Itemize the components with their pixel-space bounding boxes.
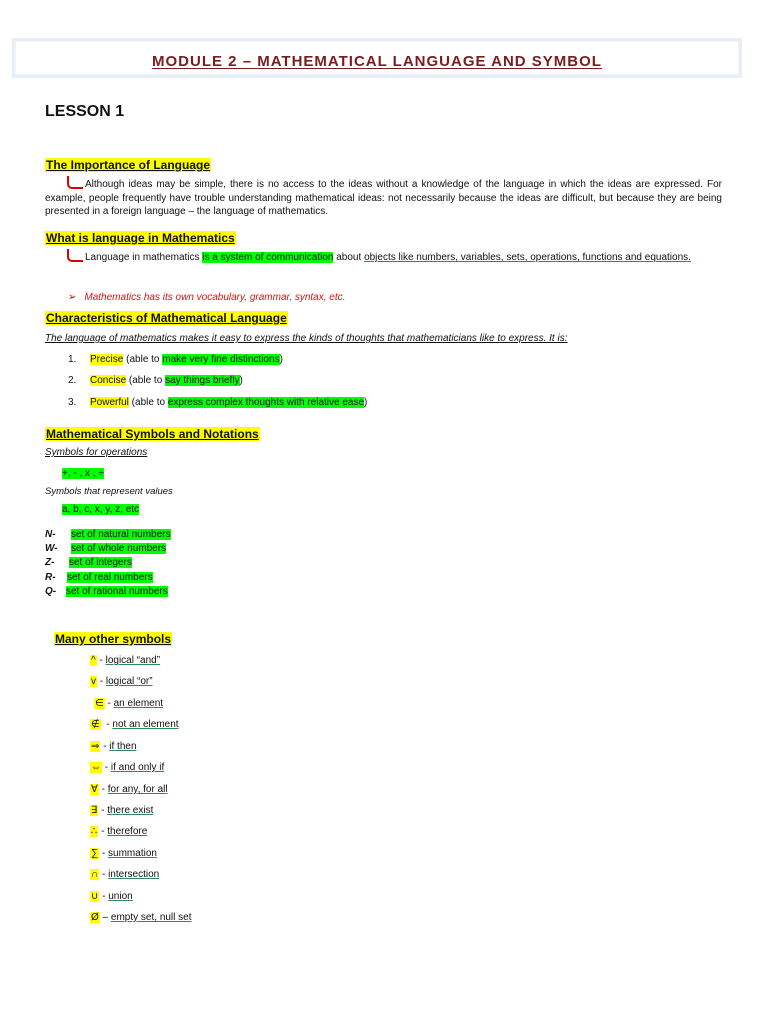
importance-heading: The Importance of Language [46, 158, 211, 172]
item-post: ) [364, 397, 368, 408]
ops-values: +, - , x , ÷ [62, 468, 104, 479]
symbols-section [45, 425, 260, 443]
symbol-separator: - [98, 784, 108, 795]
item-post: ) [279, 354, 283, 365]
symbol-glyph: ∩ [91, 869, 99, 880]
symbol-separator: – [99, 912, 111, 923]
symbol-glyph: ∀ [91, 784, 98, 795]
what-is-underlined: objects like numbers, variables, sets, operations, functions and equations. [364, 252, 691, 263]
item-pre: (able to [123, 354, 163, 365]
set-letter: W- [45, 543, 58, 554]
set-row [45, 557, 132, 568]
symbol-description: not an element [112, 719, 179, 730]
other-symbol-row [90, 826, 147, 837]
symbol-glyph: ∃ [91, 805, 98, 816]
ops-label: Symbols for operations [45, 447, 148, 458]
symbol-separator: - [100, 741, 110, 752]
symbol-glyph: ∴ [91, 826, 98, 837]
characteristic-item [68, 375, 243, 386]
characteristic-item [68, 354, 283, 365]
module-title-box [12, 38, 742, 78]
symbol-description: logical “and” [105, 655, 161, 666]
characteristics-section [45, 309, 288, 327]
item-number: 2. [68, 375, 77, 386]
item-post: ) [239, 375, 243, 386]
symbol-glyph: ∪ [91, 891, 99, 902]
item-number: 1. [68, 354, 77, 365]
other-symbol-row [90, 741, 137, 752]
importance-paragraph [45, 176, 722, 219]
symbol-separator: - [104, 698, 114, 709]
item-pre: (able to [128, 397, 168, 408]
other-symbol-row [90, 676, 153, 687]
set-desc: set of real numbers [67, 572, 153, 583]
set-row [45, 543, 166, 554]
other-symbol-row [90, 869, 159, 880]
symbol-glyph: ^ [91, 655, 96, 666]
symbol-description: intersection [108, 869, 160, 880]
set-desc: set of natural numbers [71, 529, 171, 540]
what-is-bullet [68, 287, 345, 305]
other-symbol-row [90, 805, 153, 816]
set-desc: set of whole numbers [71, 543, 167, 554]
symbol-separator: - [100, 719, 113, 730]
symbol-description: empty set, null set [110, 912, 192, 923]
characteristics-intro: The language of mathematics makes it easy to express the kinds of thoughts that mathematicians like to express. It is: [45, 333, 568, 344]
symbol-glyph: ∑ [91, 848, 99, 859]
item-pre: (able to [126, 375, 166, 386]
symbol-separator: - [98, 805, 108, 816]
symbol-glyph: ⇔ [91, 762, 101, 773]
hook-arrow-icon [67, 176, 83, 189]
symbol-glyph: ∈ [95, 698, 104, 709]
other-symbols-heading: Many other symbols [55, 632, 172, 646]
symbol-glyph: ⇒ [91, 741, 100, 752]
item-highlight: express complex thoughts with relative ease [167, 397, 365, 408]
symbol-description: union [108, 891, 133, 902]
item-term: Powerful [90, 397, 129, 408]
values-list: a, b, c, x, y, z, etc [62, 504, 140, 515]
module-title: MODULE 2 – MATHEMATICAL LANGUAGE AND SYMBOL [152, 53, 602, 70]
set-letter: R- [45, 572, 56, 583]
item-highlight: say things briefly [165, 375, 240, 386]
symbols-heading: Mathematical Symbols and Notations [46, 427, 259, 441]
symbol-description: therefore [107, 826, 148, 837]
values-symbols [62, 504, 139, 515]
what-is-text-a: Language in mathematics [85, 252, 203, 263]
item-term: Concise [90, 375, 127, 386]
what-is-heading: What is language in Mathematics [46, 231, 235, 245]
item-number: 3. [68, 397, 77, 408]
set-letter: N- [45, 529, 56, 540]
symbol-description: if then [109, 741, 137, 752]
symbol-glyph: Ø [91, 912, 99, 923]
other-symbol-row [90, 912, 192, 923]
lesson-heading: LESSON 1 [45, 103, 125, 120]
symbol-separator: - [99, 891, 109, 902]
set-letter: Z- [45, 557, 55, 568]
symbol-separator: - [98, 826, 108, 837]
symbol-description: logical “or” [105, 676, 153, 687]
values-label: Symbols that represent values [45, 486, 173, 497]
what-is-paragraph [45, 249, 722, 265]
importance-text: Although ideas may be simple, there is no access to the ideas without a knowledge of the language in which the ideas are expressed. For example, people frequently have trouble understanding mathematical ideas: not necessarily because the ideas are difficult, but because they are being presented in a foreign language – the language of mathematics. [45, 179, 722, 217]
item-highlight: make very fine distinctions [162, 354, 280, 365]
symbol-description: if and only if [110, 762, 165, 773]
hook-arrow-icon [67, 249, 83, 262]
other-symbol-row [90, 848, 157, 859]
symbol-description: an element [113, 698, 164, 709]
set-desc: set of rational numbers [66, 586, 168, 597]
symbol-description: for any, for all [107, 784, 168, 795]
what-is-bullet-text: Mathematics has its own vocabulary, grammar, syntax, etc. [84, 292, 346, 303]
symbol-glyph: ∉ [91, 719, 100, 730]
characteristic-item [68, 397, 367, 408]
what-is-section [45, 229, 236, 247]
what-is-highlight: is a system of communication [202, 252, 334, 263]
arrow-bullet-icon: ➢ [68, 292, 77, 303]
symbol-separator: - [96, 655, 106, 666]
other-symbol-row [90, 655, 160, 666]
symbol-separator: - [102, 762, 111, 773]
set-row [45, 572, 153, 583]
characteristics-heading: Characteristics of Mathematical Language [46, 311, 287, 325]
what-is-text-b: about [333, 252, 365, 263]
set-row [45, 586, 168, 597]
ops-symbols [62, 468, 104, 479]
symbol-separator: - [99, 848, 109, 859]
other-symbol-row [94, 698, 163, 709]
other-symbol-row [90, 762, 164, 773]
set-letter: Q- [45, 586, 57, 597]
symbol-separator: - [99, 869, 109, 880]
importance-section [45, 156, 211, 174]
symbol-description: summation [108, 848, 157, 859]
set-row [45, 529, 171, 540]
other-symbol-row [90, 891, 133, 902]
item-term: Precise [90, 354, 124, 365]
symbol-separator: - [97, 676, 106, 687]
other-symbol-row [90, 719, 179, 730]
symbol-description: there exist [107, 805, 154, 816]
symbol-glyph: v [91, 676, 96, 687]
other-symbols-section [54, 630, 172, 648]
other-symbol-row [90, 784, 168, 795]
set-desc: set of integers [69, 557, 132, 568]
